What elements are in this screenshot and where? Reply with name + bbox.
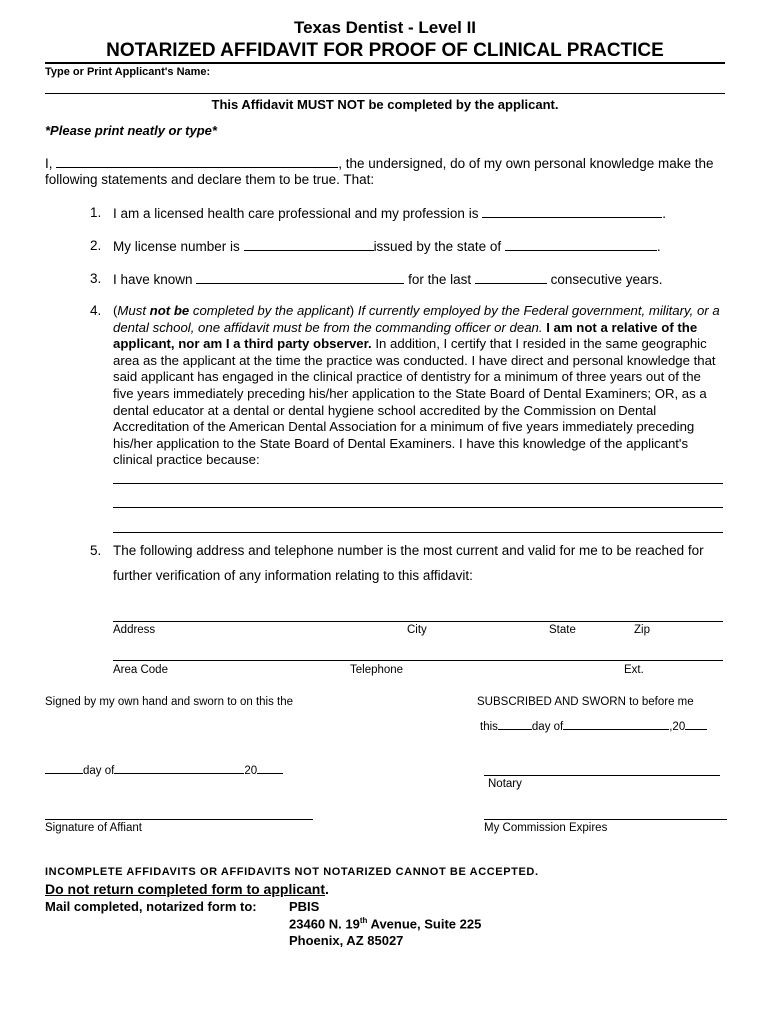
item-1-text: I am a licensed health care professional and my profession is: [113, 206, 479, 221]
mail-to-label: Mail completed, notarized form to:: [45, 899, 257, 914]
item-4-certification: In addition, I certify that I resided in the same geographic area as the applicant at the time the practice was conducted. I have direct and personal knowledge that said applicant has engaged in the clinical practice of dentistry for a minimum of three years out of the five years immediately preceding his/her application to the State Board of Dental Examiners; OR, as a dental educator at a dental or dental hygiene school accredited by the Commission on Dental Accreditation of the American Dental Association for a minimum of five years immediately preceding his/her application to the State Board of Dental Examiners. I have this knowledge of the applicant's clinical practice because:: [113, 336, 716, 468]
item-3: [113, 271, 662, 287]
item-2: [113, 238, 661, 254]
incomplete-warning: INCOMPLETE AFFIDAVITS OR AFFIDAVITS NOT NOTARIZED CANNOT BE ACCEPTED.: [45, 866, 539, 878]
item-3-text-a: I have known: [113, 272, 193, 287]
signature-of-affiant-label: Signature of Affiant: [45, 822, 142, 834]
zip-label: Zip: [634, 624, 650, 636]
city-label: City: [407, 624, 427, 636]
item-3-text-c: consecutive years.: [550, 272, 663, 287]
ext-label: Ext.: [624, 664, 644, 676]
item-3-text-b: for the last: [408, 272, 472, 287]
state-label: State: [549, 624, 576, 636]
notary-year-blank[interactable]: [685, 719, 707, 730]
notary-date-line: [480, 719, 707, 733]
notary-month-blank[interactable]: [563, 719, 669, 730]
applicant-name-line[interactable]: [45, 93, 725, 94]
signed-by-text: Signed by my own hand and sworn to on this the: [45, 696, 294, 708]
affiant-date-line: [45, 763, 283, 777]
mail-street: [289, 916, 481, 931]
affiant-day-of-label: day of: [83, 765, 115, 777]
notary-label: Notary: [488, 778, 522, 790]
address-label: Address: [113, 624, 156, 636]
this-label: this: [480, 721, 498, 733]
street-ordinal: th: [359, 916, 368, 925]
intro-line-2: following statements and declare them to be true. That:: [45, 172, 375, 187]
notary-signature-line[interactable]: [484, 775, 720, 776]
address-line[interactable]: [113, 621, 723, 622]
notary-day-of-label: day of: [531, 721, 564, 733]
do-not-return-text: Do not return completed form to applicant: [45, 881, 326, 897]
reason-line-3[interactable]: [113, 532, 723, 533]
license-number-blank[interactable]: [244, 238, 374, 251]
affiant-day-blank[interactable]: [45, 763, 83, 774]
form-subtitle: NOTARIZED AFFIDAVIT FOR PROOF OF CLINICAL PRACTICE: [106, 40, 664, 61]
item-4-open-paren: (: [113, 303, 118, 318]
known-person-blank[interactable]: [196, 271, 404, 284]
mail-city: Phoenix, AZ 85027: [289, 933, 404, 948]
item-4-completed: completed by the applicant: [189, 303, 350, 318]
item-2-text-b: issued by the state of: [373, 239, 502, 254]
commission-line[interactable]: [484, 819, 727, 820]
notary-year-prefix: ,20: [669, 721, 686, 733]
street-number: 23460 N. 19: [289, 916, 360, 932]
affiant-month-blank[interactable]: [114, 763, 244, 774]
item-1-number: 1.: [90, 205, 102, 220]
do-not-return: [45, 881, 329, 897]
intro-prefix: I,: [45, 156, 53, 171]
affiant-year-blank[interactable]: [257, 763, 283, 774]
item-2-period: .: [656, 239, 661, 254]
item-4-paragraph: [113, 303, 725, 469]
title-rule: [45, 62, 725, 64]
item-3-number: 3.: [90, 271, 102, 286]
notice-text: This Affidavit MUST NOT be completed by the applicant.: [211, 97, 559, 112]
telephone-line[interactable]: [113, 660, 723, 661]
profession-blank[interactable]: [482, 205, 662, 218]
applicant-name-label: Type or Print Applicant's Name:: [45, 66, 211, 78]
area-code-label: Area Code: [113, 664, 168, 676]
item-2-number: 2.: [90, 238, 102, 253]
item-5-line-1: The following address and telephone number is the most current and valid for me to be reached for: [113, 543, 704, 558]
item-1: [113, 205, 666, 221]
do-not-return-period: .: [325, 881, 329, 897]
affiant-year-prefix: 20: [244, 765, 258, 777]
item-4-not-relative: I am not a relative of the applicant, nor am I a third party observer.: [113, 319, 698, 352]
intro-suffix: , the undersigned, do of my own personal knowledge make the: [338, 156, 714, 171]
affiant-signature-line[interactable]: [45, 819, 313, 820]
item-4-must: Must: [117, 303, 146, 318]
commission-label: My Commission Expires: [484, 822, 608, 834]
license-state-blank[interactable]: [505, 238, 657, 251]
item-2-text-a: My license number is: [113, 239, 240, 254]
reason-line-2[interactable]: [113, 507, 723, 508]
item-5-line-2: further verification of any information relating to this affidavit:: [113, 568, 473, 583]
years-known-blank[interactable]: [475, 271, 547, 284]
reason-line-1[interactable]: [113, 483, 723, 484]
item-1-period: .: [662, 206, 666, 221]
item-4-number: 4.: [90, 303, 102, 318]
form-title: Texas Dentist - Level II: [293, 18, 477, 37]
intro-line-1: [45, 155, 714, 171]
telephone-label: Telephone: [350, 664, 404, 676]
declarant-name-blank[interactable]: [56, 155, 338, 168]
item-5-number: 5.: [90, 543, 102, 558]
street-rest: Avenue, Suite 225: [367, 916, 482, 932]
item-4-federal-text: If currently employed by the Federal government, military, or a dental school, one affidavit must be from the commanding officer or dean.: [113, 303, 720, 335]
subscribed-text: SUBSCRIBED AND SWORN to before me: [477, 696, 694, 708]
item-4-close-paren: ): [349, 303, 355, 318]
item-4-not-be: not be: [149, 303, 190, 318]
notary-day-blank[interactable]: [498, 719, 532, 730]
mail-org: PBIS: [289, 899, 320, 914]
print-note: *Please print neatly or type*: [45, 123, 217, 138]
